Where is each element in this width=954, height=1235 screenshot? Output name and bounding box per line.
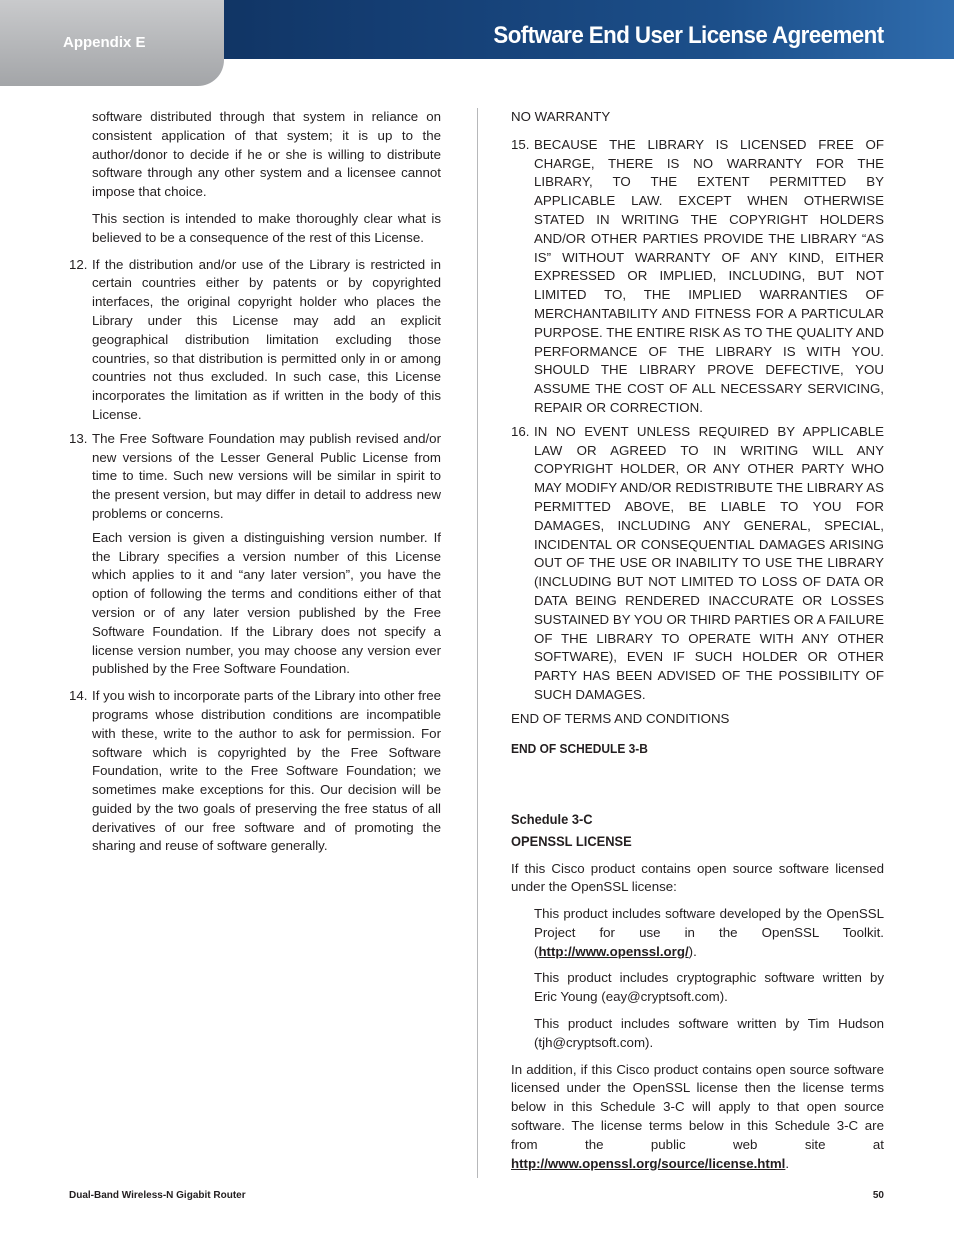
footer-product-name: Dual-Band Wireless-N Gigabit Router (69, 1190, 246, 1201)
openssl-notice-1 (511, 905, 884, 961)
schedule-subtitle: OPENSSL LICENSE (511, 832, 632, 849)
continued-paragraph-2: This section is intended to make thoroughly clear what is believed to be a consequence of the rest of this License. (92, 210, 441, 245)
clause-number: 16. (511, 423, 530, 439)
clause-16 (511, 423, 884, 705)
clause-text: IN NO EVENT UNLESS REQUIRED BY APPLICABLE LAW OR AGREED TO IN WRITING WILL ANY COPYRIGHT HOLDER, OR ANY OTHER PARTY WHO MAY MODIFY AND/OR REDISTRIBUTE THE LIBRARY AS PERMITTED ABOVE, BE LIABLE TO YOU FOR DAMAGES, INCLUDING ANY GENERAL, SPECIAL, INCIDENTAL OR CONSEQUENTIAL DAMAGES ARISING OUT OF THE USE OR INABILITY TO USE THE LIBRARY (INCLUDING BUT NOT LIMITED TO LOSS OF DATA OR DATA BEING RENDERED INACCURATE OR LOSSES SUSTAINED BY YOU OR THIRD PARTIES OR A FAILURE OF THE LIBRARY TO OPERATE WITH ANY OTHER SOFTWARE), EVEN IF SUCH HOLDER OR OTHER PARTY HAS BEEN ADVISED OF THE POSSIBILITY OF SUCH DAMAGES. (534, 423, 884, 702)
clause-text: The Free Software Foundation may publish revised and/or new versions of the Lesser General Public License from time to time. Such new versions will be similar in spirit to the present version, but may differ in detail to address new problems or concerns. (92, 430, 441, 521)
no-warranty-heading: NO WARRANTY (511, 109, 611, 124)
clause-number: 12. (69, 256, 88, 272)
schedule-title: Schedule 3-C (511, 810, 593, 827)
final-text: In addition, if this Cisco product contains open source software licensed under the OpenSSL license then the license terms below in this Schedule 3-C will apply to that open source software. The license terms below in this Schedule 3-C are from the public web site at (511, 1061, 884, 1152)
clause-14 (69, 687, 441, 856)
right-column (511, 108, 884, 1181)
clause-text: If you wish to incorporate parts of the Library into other free programs whose distribution conditions are incompatible with these, write to the author to ask for permission. For software which is copyrighted by the Free Software Foundation, write to the Free Software Foundation; we sometimes make exceptions for this. Our decision will be guided by the two goals of preserving the free status of all derivatives of our free software and of promoting the sharing and reuse of software generally. (92, 688, 441, 854)
clause-text: If the distribution and/or use of the Library is restricted in certain countries either by patents or by copyrighted interfaces, the original copyright holder who places the Library under this License may add an explicit geographical distribution limitation excluding those countries, so that distribution is permitted only in or among countries not thus excluded. In such case, this License incorporates the limitation as if written in the body of this License. (92, 256, 441, 422)
notice-text-end: ). (688, 943, 697, 959)
clause-number: 14. (69, 688, 88, 704)
openssl-notice-3: This product includes software written by Tim Hudson (tjh@cryptsoft.com). (534, 1016, 884, 1050)
footer-page-number: 50 (872, 1190, 884, 1201)
end-of-schedule: END OF SCHEDULE 3-B (511, 740, 648, 756)
column-divider (477, 108, 478, 1178)
appendix-tab (0, 0, 224, 86)
left-column (69, 108, 441, 861)
openssl-link[interactable]: http://www.openssl.org/ (538, 943, 689, 959)
openssl-notice-2: This product includes cryptographic software written by Eric Young (eay@cryptsoft.com). (534, 970, 884, 1005)
notice-text: This product includes software developed by the OpenSSL Project for use in the OpenSSL Toolkit. ( (534, 906, 884, 959)
clause-12 (69, 256, 441, 425)
appendix-label: Appendix E (63, 34, 146, 51)
end-of-terms: END OF TERMS AND CONDITIONS (511, 710, 730, 726)
openssl-final-paragraph (511, 1061, 884, 1174)
openssl-license-link[interactable]: http://www.openssl.org/source/license.html (511, 1155, 786, 1171)
continued-paragraph-1: software distributed through that system in reliance on consistent application of that system; it is up to the author/donor to decide if he or she is willing to distribute software through any other system and a licensee cannot impose that choice. (92, 109, 441, 200)
openssl-intro: If this Cisco product contains open source software licensed under the OpenSSL license: (511, 860, 884, 895)
clause-15 (511, 136, 884, 418)
clause-number: 13. (69, 430, 88, 446)
clause-number: 15. (511, 136, 530, 152)
page-title: Software End User License Agreement (493, 22, 884, 49)
clause-13 (69, 430, 441, 679)
final-text-end: . (785, 1155, 790, 1171)
clause-text: BECAUSE THE LIBRARY IS LICENSED FREE OF CHARGE, THERE IS NO WARRANTY FOR THE LIBRARY, TO THE EXTENT PERMITTED BY APPLICABLE LAW. EXCEPT WHEN OTHERWISE STATED IN WRITING THE COPYRIGHT HOLDERS AND/OR OTHER PARTIES PROVIDE THE LIBRARY “AS IS” WITHOUT WARRANTY OF ANY KIND, EITHER EXPRESSED OR IMPLIED, INCLUDING, BUT NOT LIMITED TO, THE IMPLIED WARRANTIES OF MERCHANTABILITY AND FITNESS FOR A PARTICULAR PURPOSE. THE ENTIRE RISK AS TO THE QUALITY AND PERFORMANCE OF THE LIBRARY IS WITH YOU. SHOULD THE LIBRARY PROVE DEFECTIVE, YOU ASSUME THE COST OF ALL NECESSARY SERVICING, REPAIR OR CORRECTION. (534, 136, 884, 415)
clause-text-continued: Each version is given a distinguishing version number. If the Library specifies a version number of this License which applies to it and “any later version”, you have the option of following the terms and conditions either of that version or of any later version published by the Free Software Foundation. If the Library does not specify a license version number, you may choose any version ever published by the Free Software Foundation. (92, 529, 441, 677)
